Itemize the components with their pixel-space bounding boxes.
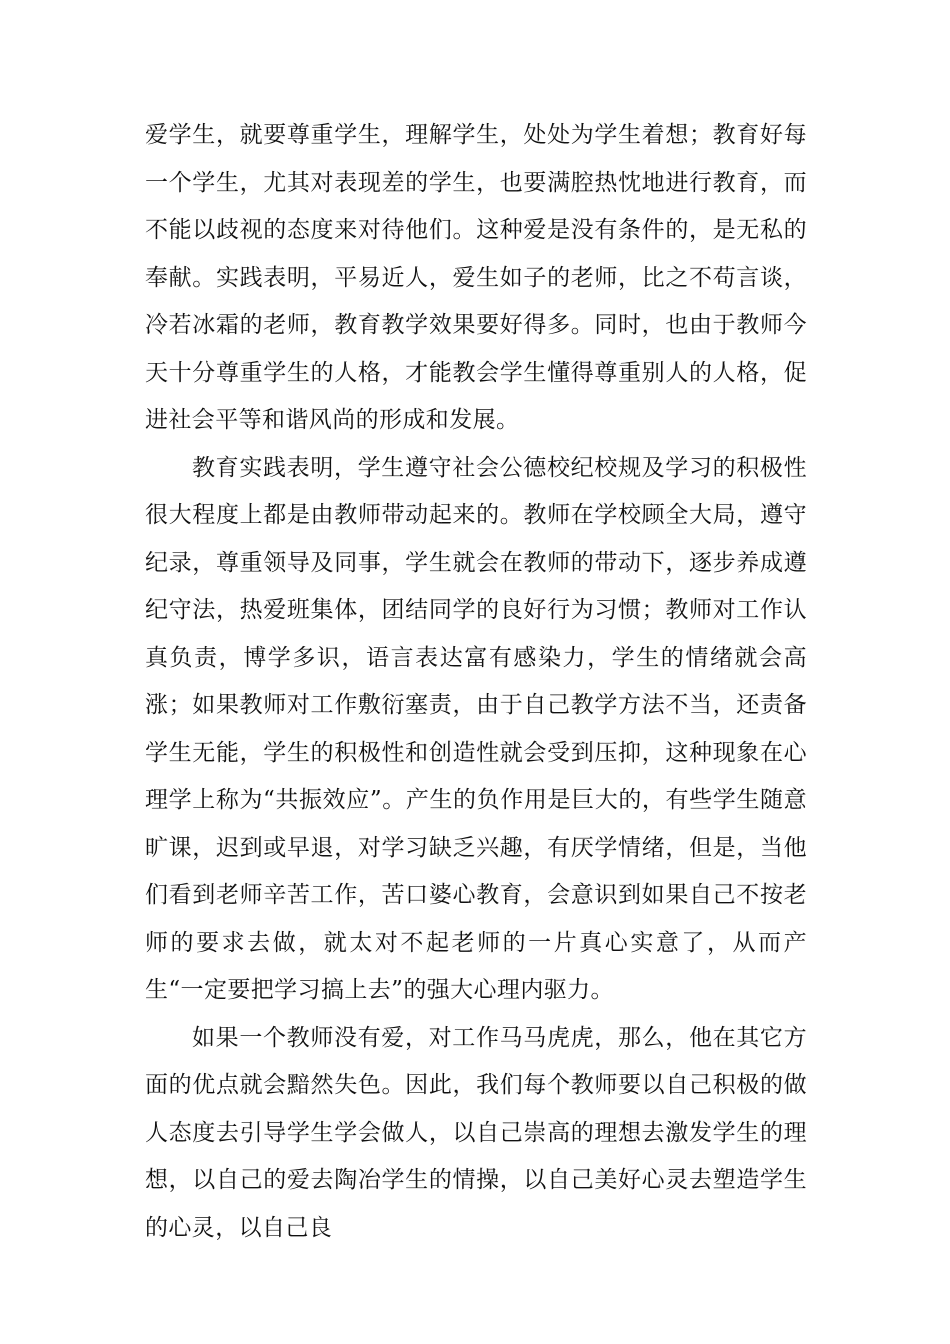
paragraph-1: 爱学生，就要尊重学生，理解学生，处处为学生着想；教育好每一个学生，尤其对表现差的学生，也要满腔热忱地进行教育，而不能以歧视的态度来对待他们。这种爱是没有条件的，是无私的奉献。实践表明，平易近人，爱生如子的老师，比之不苟言谈，冷若冰霜的老师，教育教学效果要好得多。同时，也由于教师今天十分尊重学生的人格，才能教会学生懂得尊重别人的人格，促进社会平等和谐风尚的形成和发展。 — [145, 122, 807, 433]
paragraph-3: 如果一个教师没有爱，对工作马马虎虎，那么，他在其它方面的优点就会黯然失色。因此，我们每个教师要以自己积极的做人态度去引导学生学会做人，以自己崇高的理想去激发学生的理想，以自己的爱去陶冶学生的情操，以自己美好心灵去塑造学生的心灵，以自己良 — [145, 1024, 807, 1241]
paragraph-2: 教育实践表明，学生遵守社会公德校纪校规及学习的积极性很大程度上都是由教师带动起来的。教师在学校顾全大局，遵守纪录，尊重领导及同事，学生就会在教师的带动下，逐步养成遵纪守法，热爱班集体，团结同学的良好行为习惯；教师对工作认真负责，博学多识，语言表达富有感染力，学生的情绪就会高涨；如果教师对工作敷衍塞责，由于自己教学方法不当，还责备学生无能，学生的积极性和创造性就会受到压抑，这种现象在心理学上称为“共振效应”。产生的负作用是巨大的，有些学生随意旷课，迟到或早退，对学习缺乏兴趣，有厌学情绪，但是，当他们看到老师辛苦工作，苦口婆心教育，会意识到如果自己不按老师的要求去做，就太对不起老师的一片真心实意了，从而产生“一定要把学习搞上去”的强大心理内驱力。 — [145, 454, 807, 1003]
document-body — [145, 112, 807, 1252]
